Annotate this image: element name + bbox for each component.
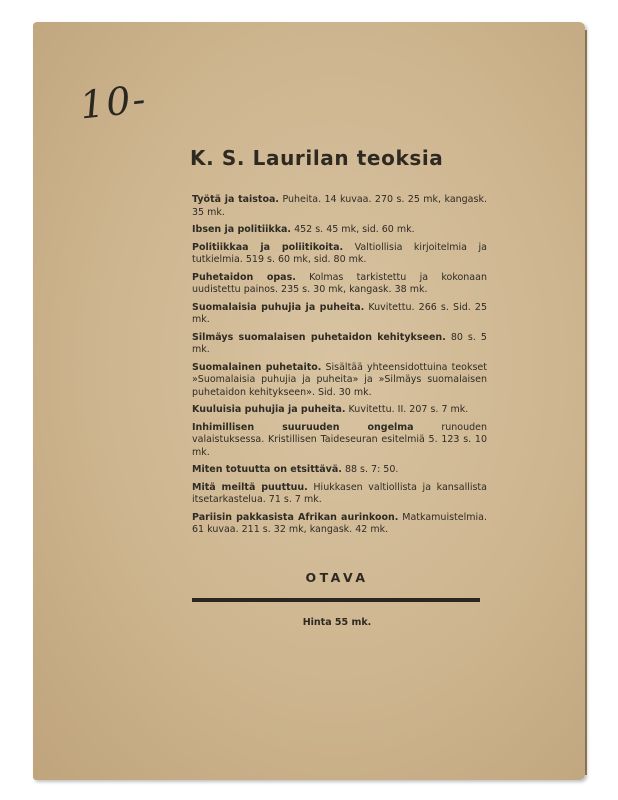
list-item [192, 272, 487, 297]
divider [192, 598, 480, 602]
book-details: Kuvitettu. II. 207 s. 7 mk. [348, 404, 469, 415]
book-title: Työtä ja taistoa. [192, 194, 280, 205]
book-details: runouden valaistuksessa. Kristillisen Taideseuran esitelmiä 5. 123 s. 10 mk. [192, 421, 487, 458]
book-title: Mitä meiltä puuttuu. [192, 481, 308, 493]
list-item [192, 194, 487, 219]
list-item [192, 332, 487, 357]
book-details: 452 s. 45 mk, sid. 60 mk. [294, 224, 415, 235]
book-details: Kuvitettu. 266 s. Sid. 25 mk. [192, 301, 487, 325]
list-item [192, 302, 487, 327]
list-item [192, 482, 487, 507]
list-item [192, 404, 487, 417]
page-title: K. S. Laurilan teoksia [190, 146, 444, 170]
book-details: 88 s. 7: 50. [344, 464, 399, 475]
book-list [192, 194, 487, 542]
handwritten-price-note: 10- [77, 76, 150, 128]
book-details: Sisältää yhteensidottuina teokset »Suomalaisia puhujia ja puheita» ja »Silmäys suomalaisen puhetaidon kehitykseen». Sid. 30 mk. [192, 361, 487, 398]
book-title: Ibsen ja politiikka. [192, 224, 292, 235]
publisher-name: OTAVA [305, 570, 369, 585]
book-details: Kolmas tarkistettu ja kokonaan uudistettu painos. 235 s. 30 mk, kangask. 38 mk. [192, 271, 487, 295]
list-item [192, 362, 487, 400]
book-details: Puheita. 14 kuvaa. 270 s. 25 mk, kangask. 35 mk. [192, 194, 487, 218]
book-title: Suomalainen puhetaito. [192, 361, 322, 373]
book-title: Pariisin pakkasista Afrikan aurinkoon. [192, 511, 399, 523]
book-details: 80 s. 5 mk. [192, 331, 487, 355]
list-item [192, 464, 487, 477]
book-details: Hiukkasen valtiollista ja kansallista itsetarkastelua. 71 s. 7 mk. [192, 481, 487, 505]
list-item [192, 242, 487, 267]
book-title: Puhetaidon opas. [192, 271, 296, 283]
book-title: Miten totuutta on etsittävä. [192, 464, 342, 475]
book-details: Matkamuistelmia. 61 kuvaa. 211 s. 32 mk, kangask. 42 mk. [192, 511, 487, 535]
book-title: Suomalaisia puhujia ja puheita. [192, 301, 365, 313]
book-title: Kuuluisia puhujia ja puheita. [192, 404, 346, 415]
book-title: Politiikkaa ja poliitikoita. [192, 241, 344, 253]
book-title: Silmäys suomalaisen puhetaidon kehitykseen. [192, 331, 446, 343]
book-details: Valtiollisia kirjoitelmia ja tutkielmia. 519 s. 60 mk, sid. 80 mk. [192, 241, 487, 265]
list-item [192, 422, 487, 460]
book-title: Inhimillisen suuruuden ongelma [192, 421, 414, 433]
price-label: Hinta 55 mk. [302, 617, 372, 628]
list-item [192, 224, 487, 237]
list-item [192, 512, 487, 537]
